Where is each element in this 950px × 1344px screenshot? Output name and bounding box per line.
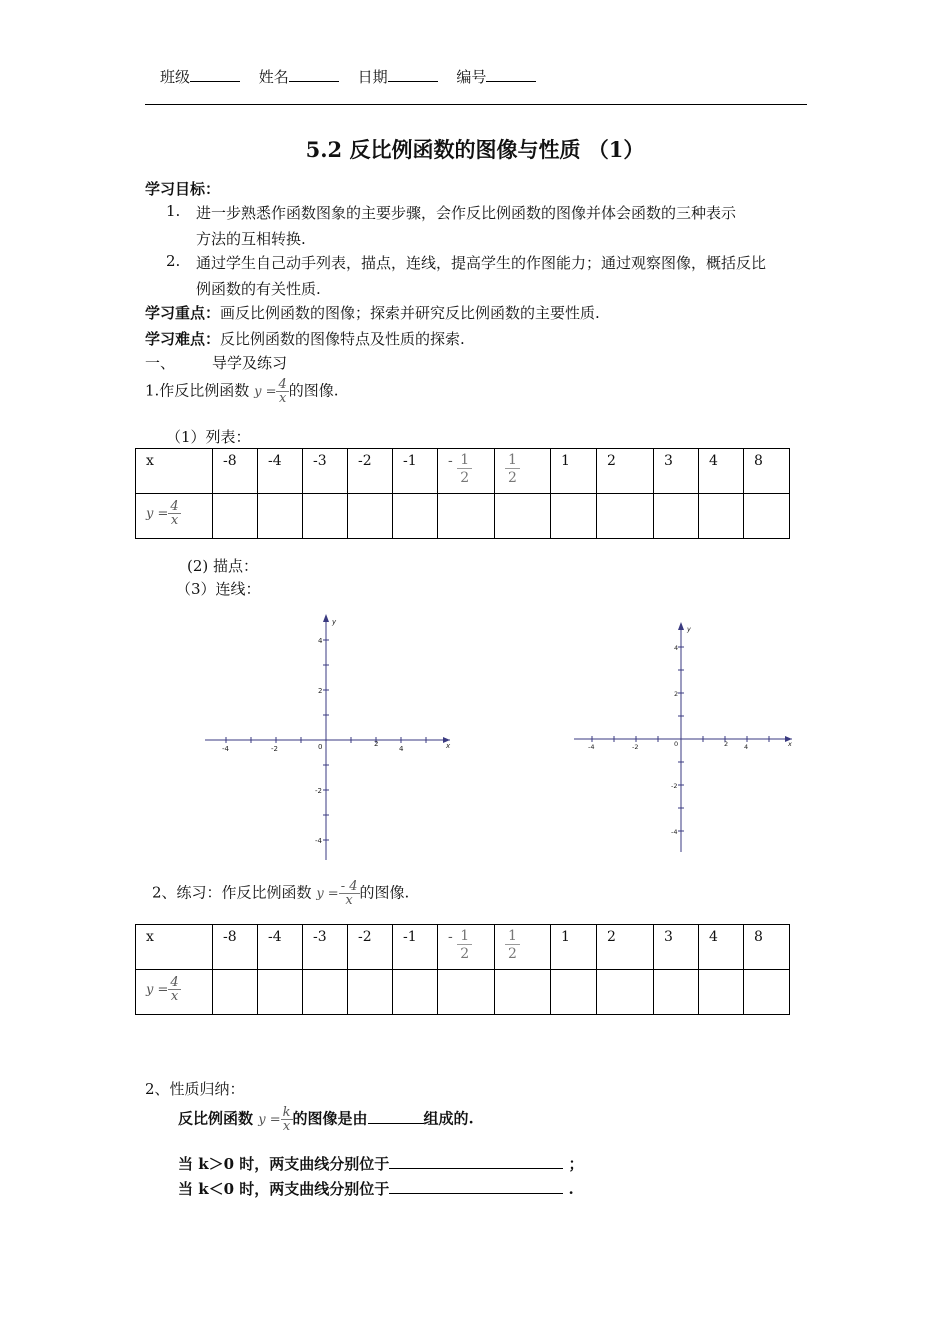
section1-num: 一、 (145, 354, 176, 372)
property-func-y: y = (258, 1112, 281, 1128)
section1-title: 导学及练习 (212, 354, 288, 372)
y-input-cell[interactable] (699, 494, 744, 539)
x-cell: 3 (654, 925, 699, 970)
objective-2-line2: 例函数的有关性质. (196, 280, 321, 298)
k-positive-text: 当 k＞0 时，两支曲线分别位于 (178, 1155, 390, 1173)
y-axis-label: y (332, 618, 337, 626)
y-input-cell[interactable] (438, 970, 495, 1015)
y-input-cell[interactable] (597, 494, 654, 539)
y-tick-label: -2 (671, 782, 678, 790)
y-input-cell[interactable] (744, 970, 790, 1015)
table-row-x (136, 449, 790, 494)
x-cell: 4 (699, 449, 744, 494)
y-header-cell (136, 494, 213, 539)
property-denominator: x (281, 1119, 293, 1133)
y-fraction (168, 976, 180, 1003)
property-mid: 的图像是由 (292, 1109, 368, 1128)
task2-func-y: y = (316, 886, 339, 902)
y-denominator: x (168, 513, 180, 527)
table-row-y (136, 970, 790, 1015)
task2 (152, 880, 409, 907)
x-cell: -4 (258, 449, 303, 494)
x-cell: -8 (213, 449, 258, 494)
table-row-y (136, 494, 790, 539)
difficulty-text: 反比例函数的图像特点及性质的探索. (220, 330, 465, 348)
x-tick-label: 0 (318, 743, 323, 751)
table-row-x (136, 925, 790, 970)
coordinate-graph-1[interactable] (200, 610, 460, 865)
task2-prefix: 2、练习：作反比例函数 (152, 883, 312, 902)
k-positive-blank[interactable] (389, 1154, 563, 1169)
y-input-cell[interactable] (551, 970, 597, 1015)
x-tick-label: -4 (588, 743, 595, 751)
number-label: 编号 (456, 68, 487, 86)
x-cell: -3 (303, 925, 348, 970)
x-cell: -4 (258, 925, 303, 970)
y-input-cell[interactable] (393, 494, 438, 539)
y-input-cell[interactable] (654, 494, 699, 539)
y-func-label: y = (146, 982, 169, 998)
date-blank[interactable] (388, 67, 438, 82)
y-tick-label: 2 (674, 690, 679, 698)
page-title: 5.2 反比例函数的图像与性质 （1） (305, 137, 645, 162)
y-input-cell[interactable] (744, 494, 790, 539)
x-tick-label: -2 (271, 745, 278, 753)
x-cell-half (495, 449, 551, 494)
x-tick-label: 2 (374, 740, 379, 748)
x-cell: 3 (654, 449, 699, 494)
y-numerator: 4 (170, 499, 179, 514)
y-input-cell[interactable] (258, 970, 303, 1015)
y-input-cell[interactable] (495, 494, 551, 539)
x-tick-label: 4 (399, 745, 404, 753)
x-tick-label: 0 (674, 740, 679, 748)
task1 (145, 378, 339, 405)
property-fraction (281, 1106, 293, 1133)
property-prefix: 反比例函数 (178, 1109, 254, 1128)
y-input-cell[interactable] (303, 494, 348, 539)
y-input-cell[interactable] (551, 494, 597, 539)
half-fraction: $\frac{1}{2}$ (505, 929, 520, 962)
half-fraction: $\frac{1}{2}$ (505, 453, 520, 486)
objective-1-num: 1. (166, 202, 181, 220)
x-cell-neg-half: - $\frac{1}{2}$ (438, 925, 495, 970)
y-input-cell[interactable] (348, 494, 393, 539)
k-positive-end: ； (568, 1155, 584, 1173)
x-cell: -1 (393, 925, 438, 970)
objective-2-num: 2. (166, 252, 181, 270)
x-header-cell: x (136, 449, 213, 494)
task2-suffix: 的图像. (359, 883, 410, 902)
header-divider (145, 104, 807, 105)
task1-prefix: 1.作反比例函数 (145, 381, 250, 400)
x-header-cell: x (136, 925, 213, 970)
neg-half-fraction: $\frac{1}{2}$ (457, 929, 472, 962)
y-arrow-icon (678, 622, 684, 630)
y-tick-label: -2 (315, 787, 322, 795)
class-blank[interactable] (190, 67, 240, 82)
neg-half-fraction: $\frac{1}{2}$ (457, 453, 472, 486)
x-tick-label: -4 (222, 745, 229, 753)
name-label: 姓名 (258, 68, 289, 86)
properties-heading: 2、性质归纳： (145, 1080, 245, 1098)
x-cell: 2 (597, 925, 654, 970)
y-input-cell[interactable] (438, 494, 495, 539)
difficulty (145, 328, 465, 349)
y-input-cell[interactable] (258, 494, 303, 539)
value-table-2 (135, 924, 790, 1015)
x-cell: -1 (393, 449, 438, 494)
number-blank[interactable] (486, 67, 536, 82)
task1-suffix: 的图像. (288, 381, 339, 400)
step3-label: （3）连线： (176, 580, 261, 598)
x-tick-label: 4 (744, 743, 749, 751)
task1-denominator: x (276, 391, 288, 405)
y-tick-label: -4 (315, 837, 322, 845)
key-point-label: 学习重点： (145, 304, 221, 322)
x-cell: 1 (551, 925, 597, 970)
x-cell: 4 (699, 925, 744, 970)
x-cell-neg-half: - $\frac{1}{2}$ (438, 449, 495, 494)
task1-fraction (276, 378, 288, 405)
y-input-cell[interactable] (348, 970, 393, 1015)
y-input-cell[interactable] (213, 970, 258, 1015)
y-axis-label: y (687, 625, 691, 633)
property-suffix: 组成的. (423, 1109, 474, 1128)
y-denominator: x (168, 989, 180, 1003)
y-func-label: y = (146, 506, 169, 522)
task1-func-y: y = (254, 384, 277, 400)
k-negative-end: . (568, 1180, 574, 1198)
y-input-cell[interactable] (654, 970, 699, 1015)
x-cell: 8 (744, 925, 790, 970)
y-arrow-icon (323, 614, 329, 622)
step2-label: (2) 描点： (187, 557, 259, 575)
objective-2-line1: 通过学生自己动手列表，描点，连线，提高学生的作图能力；通过观察图像，概括反比 (196, 254, 767, 272)
x-cell: -8 (213, 925, 258, 970)
x-cell: 2 (597, 449, 654, 494)
x-axis-label: x (788, 740, 792, 748)
property-line-1 (178, 1106, 474, 1133)
coordinate-graph-2[interactable] (570, 620, 798, 855)
x-axis-label: x (446, 742, 451, 750)
y-input-cell[interactable] (303, 970, 348, 1015)
property-line-2 (178, 1153, 584, 1174)
property-numerator: k (282, 1105, 291, 1120)
x-cell: -2 (348, 449, 393, 494)
difficulty-label: 学习难点： (145, 330, 221, 348)
property-line-3 (178, 1178, 574, 1199)
x-cell-half (495, 925, 551, 970)
y-tick-label: -4 (671, 828, 678, 836)
x-cell: 8 (744, 449, 790, 494)
y-input-cell[interactable] (597, 970, 654, 1015)
value-table-1 (135, 448, 790, 539)
y-tick-label: 4 (674, 644, 679, 652)
y-header-cell (136, 970, 213, 1015)
composition-blank[interactable] (368, 1109, 424, 1124)
y-input-cell[interactable] (699, 970, 744, 1015)
y-input-cell[interactable] (495, 970, 551, 1015)
x-cell: 1 (551, 449, 597, 494)
objectives-heading: 学习目标： (145, 180, 221, 198)
y-input-cell[interactable] (213, 494, 258, 539)
objective-1-line2: 方法的互相转换. (196, 230, 306, 248)
date-label: 日期 (357, 68, 388, 86)
y-tick-label: 2 (318, 687, 323, 695)
y-numerator: 4 (170, 975, 179, 990)
x-cell: -3 (303, 449, 348, 494)
k-negative-blank[interactable] (389, 1179, 563, 1194)
key-point (145, 302, 600, 323)
name-blank[interactable] (289, 67, 339, 82)
y-tick-label: 4 (318, 637, 323, 645)
task1-numerator: 4 (278, 377, 287, 392)
objective-1-line1: 进一步熟悉作函数图象的主要步骤，会作反比例函数的图像并体会函数的三种表示 (196, 204, 737, 222)
k-negative-text: 当 k＜0 时，两支曲线分别位于 (178, 1180, 390, 1198)
task2-fraction (339, 880, 360, 907)
key-point-text: 画反比例函数的图像；探索并研究反比例函数的主要性质. (220, 304, 600, 322)
x-tick-label: -2 (632, 743, 639, 751)
y-input-cell[interactable] (393, 970, 438, 1015)
task2-numerator: - 4 (340, 879, 358, 894)
student-info-header (160, 66, 550, 87)
task2-denominator: x (339, 893, 360, 907)
step1-label: （1）列表： (166, 428, 251, 446)
x-cell: -2 (348, 925, 393, 970)
class-label: 班级 (160, 68, 191, 86)
y-fraction (168, 500, 180, 527)
x-tick-label: 2 (724, 740, 729, 748)
